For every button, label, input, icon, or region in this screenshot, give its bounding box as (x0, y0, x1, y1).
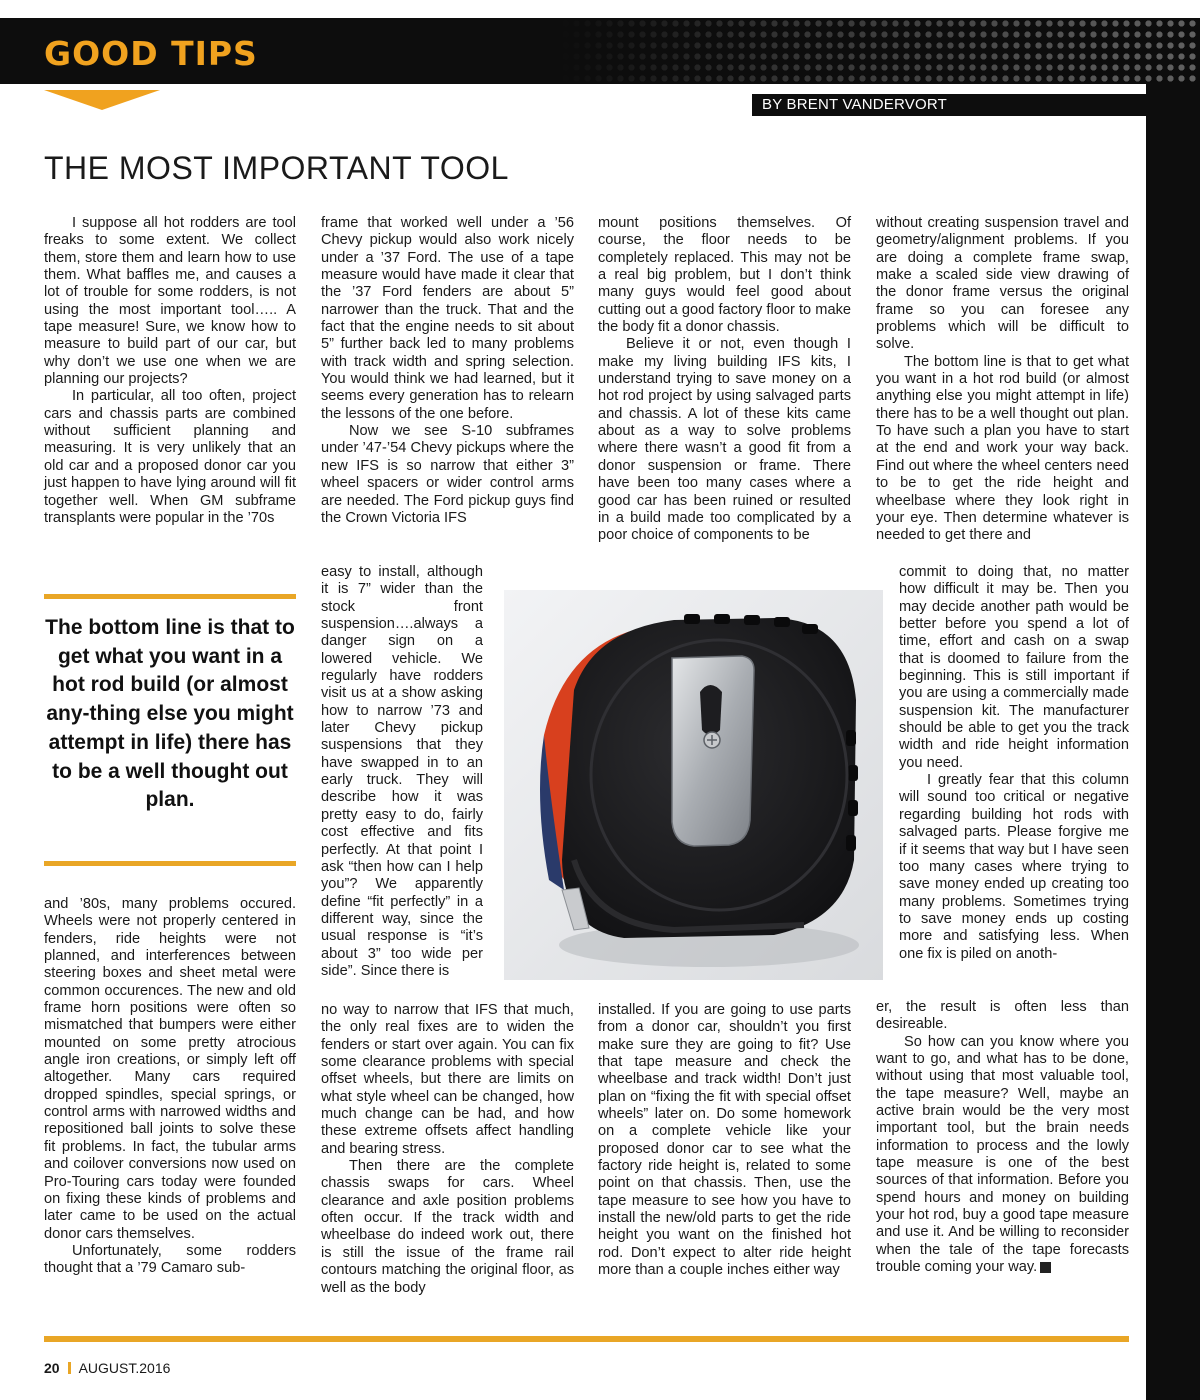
end-mark-icon: GG (1040, 1262, 1051, 1273)
paragraph: Unfortunately, some rodders thought that a ’79 Camaro sub- (44, 1242, 296, 1277)
paragraph: In particular, all too often, project cars and chassis parts are combined without sufficient planning and measuring. It is very unlikely that an old car and a proposed donor car you just happen to have lying around will fit together well. When GM subframe transplants were popular in the ’70s (44, 388, 296, 526)
column-3-bottom (598, 1002, 851, 1280)
chevron-down-icon (44, 90, 160, 110)
byline: BY BRENT VANDERVORT (752, 94, 1146, 116)
tape-measure-icon (504, 590, 883, 980)
column-3-top (598, 215, 851, 545)
page-folio (44, 1360, 170, 1376)
article-photo (504, 590, 883, 980)
paragraph: I suppose all hot rodders are tool freaks to some extent. We collect them, store them and learn how to use them. What baffles me, and causes a lot of trouble for some rodders, is not using the most important tool….. A tape measure! Sure, we know how to measure to build part of our car, but why don’t we use one when we are planning our projects? (44, 215, 296, 388)
paragraph: frame that worked well under a ’56 Chevy pickup would also work nicely under a ’37 Ford. The use of a tape measure would have made it clear that the ’37 Ford fenders are about 5” narrower than the truck. That and the fact that the engine needs to sit about 5” further back led to many problems with track width and spring selection. You would think we had learned, but it seems every generation has to relearn the lessons of the one before. (321, 215, 574, 422)
section-header (0, 18, 1200, 84)
article-title: THE MOST IMPORTANT TOOL (44, 150, 509, 186)
paragraph: Then there are the complete chassis swaps for cars. Wheel clearance and axle position problems often occur. If the track width and wheelbase do indeed work out, there is still the issue of the frame rail contours matching the original floor, as well as the body (321, 1158, 574, 1296)
paragraph (876, 1034, 1129, 1277)
issue-date: AUGUST.2016 (78, 1360, 171, 1376)
paragraph: no way to narrow that IFS that much, the only real fixes are to widen the fenders or start over again. You can fix some clearance problems with special offset wheels, but there are limits on what style wheel can be changed, how much change can be had, and how these extreme offsets affect handling and bearing stress. (321, 1002, 574, 1157)
pullquote-rule-bottom (44, 861, 296, 866)
paragraph: and ’80s, many problems occured. Wheels were not properly centered in fenders, ride heights were not planned, and interferences between steering boxes and sheet metal were common occurences. The new and old frame horn positions were often so mismatched that bumpers were either mounted on some pretty atrocious angle iron creations, or simply left off altogether. Many cars required dropped spindles, special springs, or control arms with narrowed widths and repositioned ball joints to solve these fit problems. In fact, the tubular arms and coilover conversions now used on Pro-Touring cars today were founded on fixing these kinds of problems and later came to be used on the actual donor cars themselves. (44, 896, 296, 1242)
paragraph: er, the result is often less than desireable. (876, 999, 1129, 1033)
paragraph: Believe it or not, even though I make my living building IFS kits, I understand trying to save money on a hot rod project by using salvaged parts and chassis. A lot of these kits came about as a way to solve problems where there wasn’t a good fit from a donor suspension or frame. There have been too many cases where a good car has been ruined or resulted in a build made too complicated by a poor choice of components to be (598, 336, 851, 544)
paragraph: The bottom line is that to get what you want in a hot rod build (or almost anything else you might attempt in life) there has to be a well thought out plan. To have such a plan you have to start at the end and work your way back. Find out where the wheel centers need to be to get the ride height and wheelbase where they look right in your eye. Then determine whatever is needed to get there and (876, 353, 1129, 544)
column-2-wrap (321, 564, 483, 980)
paragraph: Now we see S-10 subframes under ’47-’54 Chevy pickups where the new IFS is so narrow that either 3” wheel spacers or wider control arms are needed. The Ford pickup guys find the Crown Victoria IFS (321, 423, 574, 526)
pullquote-rule-top (44, 594, 296, 599)
page-number: 20 (44, 1360, 60, 1376)
column-1-top (44, 215, 296, 527)
column-4-top (876, 215, 1129, 545)
paragraph: easy to install, although it is 7” wider than the stock front suspension….always a danger sign on a lowered vehicle. We regularly have rodders visit us at a show asking how to narrow ’73 and later Chevy pickup suspensions that they have swapped in to an early truck. They will describe how it was pretty easy to do, fairly cost effective and fits perfectly. At that point I ask “then how can I help you”? We apparently define “fit perfectly” in a different way, since the usual response is “it’s about 3” too wide per side”. Since there is (321, 564, 483, 979)
column-2-bottom (321, 1002, 574, 1297)
paragraph: installed. If you are going to use parts from a donor car, shouldn’t you first make sure they are going to fit? Use that tape measure and check the wheelbase and track width! Don’t just plan on “fixing the fit with special offset wheels” later on. Do some homework on a complete vehicle like your proposed donor car to see what the factory ride height is, related to some point on that chassis. Then, use the tape measure to see how you have to install the new/old parts to get the ride height you want on the finished hot rod. Don’t expect to alter ride height more than a couple inches either way (598, 1002, 851, 1279)
footer-rule (44, 1336, 1129, 1342)
pull-quote: The bottom line is that to get what you want in a hot rod build (or almost any-thing else you might attempt in life) there has to be a well thought out plan. (45, 616, 295, 812)
column-2-top (321, 215, 574, 527)
column-4-bottom (876, 999, 1129, 1277)
page-edge-bar (1146, 84, 1200, 1400)
paragraph: I greatly fear that this column will sound too critical or negative regarding building hot rods with salvaged parts. Please forgive me if it seems that way but I have seen too many cases where trying to save money ended up creating too many problems. Sometimes trying to save money ends up costing more and satisfying less. When one fix is piled on anoth- (899, 772, 1129, 962)
column-4-wrap (899, 564, 1129, 963)
paragraph: commit to doing that, no matter how difficult it may be. Then you may decide another path would be better before you spend a lot of time, effort and cash on a swap that is doomed to failure from the beginning. This is still important if you are using a commercially made suspension kit. The manufacturer should be able to get you the track width and ride height information you need. (899, 564, 1129, 771)
paragraph: without creating suspension travel and geometry/alignment problems. If you are doing a complete frame swap, make a scaled side view drawing of the donor frame versus the original frame so you can foresee any problems which will be difficult to solve. (876, 215, 1129, 353)
column-1-bottom (44, 896, 296, 1278)
section-title: GOOD TIPS (44, 34, 258, 73)
paragraph-text: So how can you know where you want to go, and what has to be done, without using that most valuable tool, the tape measure? Well, maybe an active brain would be the very most important tool, but the brain needs information to process and the lowly tape measure is one of the best sources of that information. Before you spend hours and money on building your hot rod, buy a good tape measure and use it. And be willing to reconsider when the tale of the tape forecasts trouble coming your way. (876, 1033, 1129, 1276)
paragraph: mount positions themselves. Of course, the floor needs to be completely replaced. This may not be a real big problem, but I don’t think many guys would feel good about cutting out a good factory floor to make the body fit a donor chassis. (598, 215, 851, 336)
